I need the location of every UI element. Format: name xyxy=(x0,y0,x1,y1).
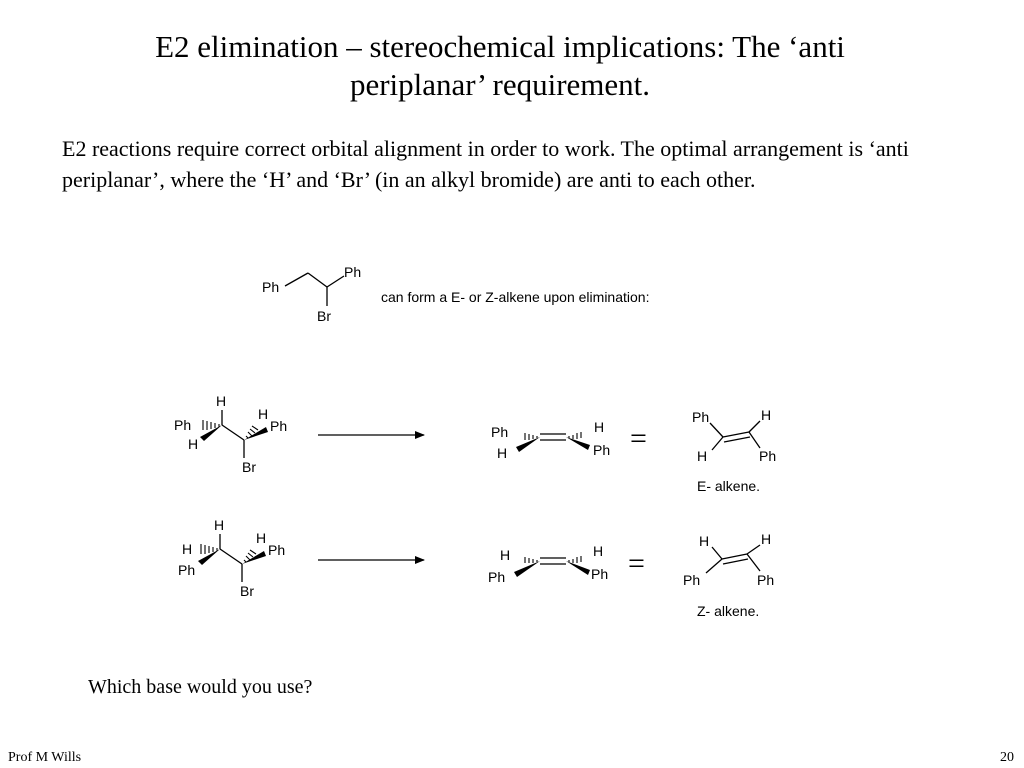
r1-left-h: H xyxy=(188,436,199,452)
footer-author: Prof M Wills xyxy=(8,750,82,765)
p1-bottom-right: Ph xyxy=(759,448,777,464)
i2-bottom-left: Ph xyxy=(488,569,506,585)
r2-right-h: H xyxy=(256,530,267,546)
substrate-structure xyxy=(285,273,344,306)
i2-top-right: H xyxy=(593,543,604,559)
page-number: 20 xyxy=(1000,750,1014,765)
scheme-caption: can form a E- or Z-alkene upon elimination: xyxy=(381,289,650,305)
r2-left-h: H xyxy=(182,541,193,557)
p1-bottom-left: H xyxy=(697,448,708,464)
p2-bottom-left: Ph xyxy=(683,572,701,588)
intermediate-2-structure xyxy=(514,556,590,577)
r2-left-ph: Ph xyxy=(178,562,196,578)
r2-right-ph: Ph xyxy=(268,542,286,558)
equals-sign-1: = xyxy=(630,422,647,455)
r1-right-ph: Ph xyxy=(270,418,288,434)
i1-top-left: Ph xyxy=(491,424,509,440)
i2-top-left: H xyxy=(500,547,511,563)
r1-left-ph: Ph xyxy=(174,417,192,433)
p2-bottom-right: Ph xyxy=(757,572,775,588)
r2-top-h: H xyxy=(214,517,225,533)
substrate-br: Br xyxy=(317,308,331,324)
p2-top-right: H xyxy=(761,531,772,547)
i1-top-right: H xyxy=(594,419,605,435)
p2-top-left: H xyxy=(699,533,710,549)
r1-top-h: H xyxy=(216,393,227,409)
r1-right-h: H xyxy=(258,406,269,422)
substrate-right-ph: Ph xyxy=(344,264,362,280)
title-line-1: E2 elimination – stereochemical implications: The ‘anti xyxy=(155,29,845,64)
product-1-structure xyxy=(710,421,760,450)
p1-top-right: H xyxy=(761,407,772,423)
p1-top-left: Ph xyxy=(692,409,710,425)
z-alkene-label: Z- alkene. xyxy=(697,603,760,619)
i2-bottom-right: Ph xyxy=(591,566,609,582)
equals-sign-2: = xyxy=(628,547,645,580)
intermediate-1-structure xyxy=(516,432,590,452)
title-line-2: periplanar’ requirement. xyxy=(349,67,651,102)
e-alkene-label: E- alkene. xyxy=(697,478,761,494)
r1-br: Br xyxy=(242,459,256,475)
r2-br: Br xyxy=(240,583,254,599)
i1-bottom-right: Ph xyxy=(593,442,611,458)
intro-paragraph: E2 reactions require correct orbital alignment in order to work. The optimal arrangement is ‘anti periplanar’, where the ‘H’ and ‘Br’ (in an alkyl bromide) are anti to each other. xyxy=(62,136,909,192)
substrate-left-ph: Ph xyxy=(262,279,280,295)
product-2-structure xyxy=(706,545,760,573)
question-text: Which base would you use? xyxy=(88,676,313,698)
i1-bottom-left: H xyxy=(497,445,508,461)
